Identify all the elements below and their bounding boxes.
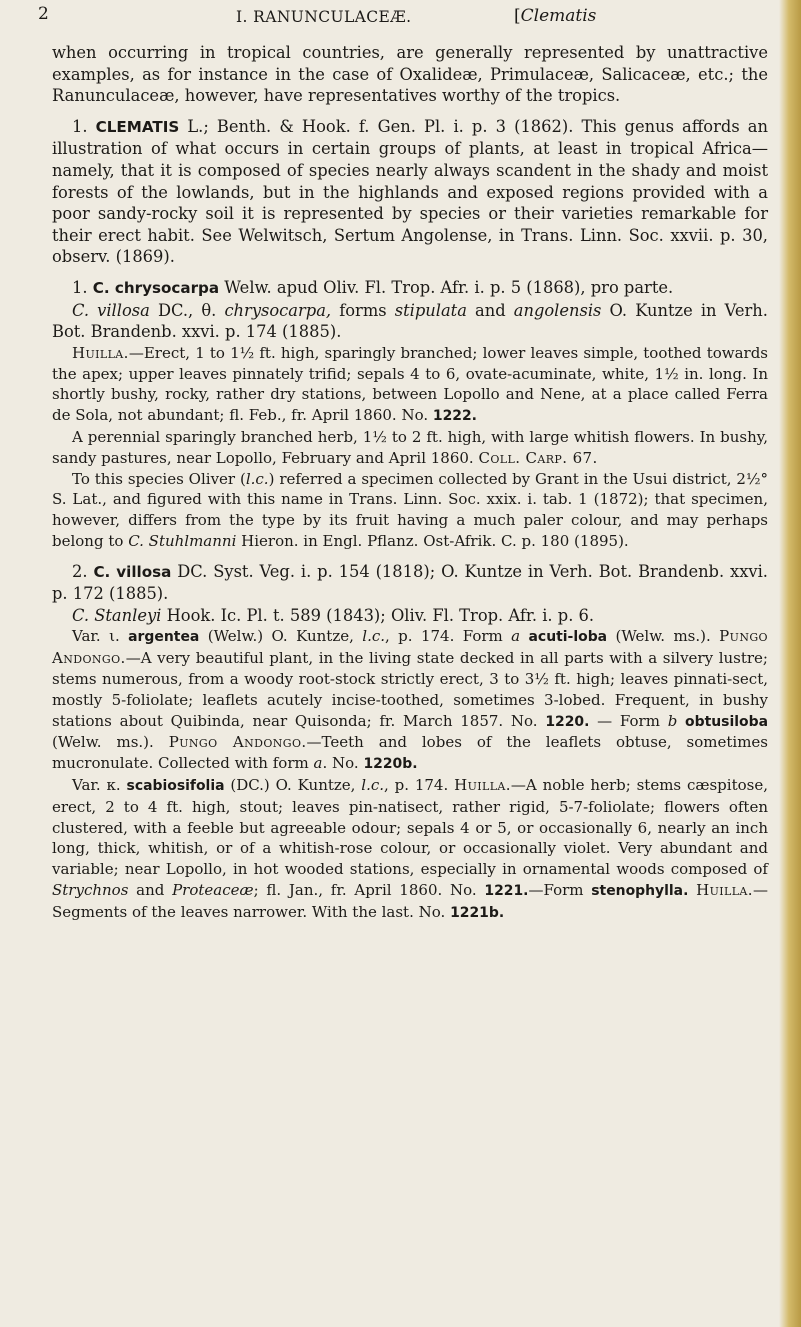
- intro-paragraph: when occurring in tropical countries, are generally represented by unattractive examples, as for instance in the case of Oxalideæ, Primulaceæ, Salicaceæ, etc.; the Ranunculaceæ, however, have representatives worthy of the tropics.: [52, 43, 768, 106]
- description: —A very beautiful plant, in the living state decked in all parts with a silvery lustre; stems numerous, from a woody root-stock strictly erect, 3 to 3½ ft. high; leaves pinnati-sect, mostly 5-foliolate; leaflets acutely incise-toothed, sometimes 3-lobed. Frequent, in bushy stations about Quibinda, near Quisonda; fr. March 1857. No.: [52, 649, 768, 730]
- specimen-number: 1221b.: [450, 904, 505, 921]
- species-chrysocarpa-heading: [52, 277, 768, 300]
- form-letter: b: [667, 711, 678, 730]
- var-text: — Form: [597, 711, 660, 730]
- var-text: (DC.) O. Kuntze,: [230, 776, 356, 795]
- locality: Pungo Andongo.: [52, 627, 768, 668]
- var-name: argentea: [128, 629, 200, 646]
- synonym-and: and: [475, 300, 506, 320]
- genus-name: Clematis: [520, 6, 597, 26]
- species-citation: DC. Syst. Veg. i. p. 154 (1818); O. Kuntze in Verh. Bot. Brandenb. xxvi. p. 172 (1885).: [52, 561, 768, 604]
- genus-description: This genus affords an illustration of what occurs in certain groups of plants, at least in tropical Africa—namely, that it is composed of species nearly always scandent in the shady and moist forests of the lowlands, but in the highlands and exposed regions provided with a poor sandy-rocky soil it is represented by species or their varieties remarkable for their erect habit. See Welwitsch, Sertum Angolense, in Trans. Linn. Soc. xxvii. p. 30, observ. (1869).: [52, 116, 768, 267]
- species-number: 1.: [72, 277, 88, 297]
- synonym-name: C. villosa: [72, 300, 150, 320]
- description: —A noble herb; stems cæspitose, erect, 2 to 4 ft. high, stout; leaves pin-natisect, rather rigid, 5-7-foliolate; flowers often clustered, with a feeble but agreeable odour; sepals 4 or 5, or occasionally 6, nearly an inch long, thick, whitish, or of a whitish-rose colour, or occasionally violet. Very abundant and variable; near Lopollo, in hot wooded stations, especially in ornamental woods composed of: [52, 776, 768, 879]
- collection-ref: Coll. Carp. 67.: [478, 448, 598, 467]
- specimen-number: 1221.: [484, 883, 529, 900]
- synonym-variety: chrysocarpa,: [224, 300, 332, 320]
- specimen-number: 1220.: [545, 713, 590, 730]
- running-head: I. RANUNCULACEÆ.: [236, 8, 412, 26]
- var-label: Var. κ.: [72, 776, 121, 795]
- species-number: 2.: [72, 561, 88, 581]
- form-letter: a: [313, 754, 323, 773]
- genus-authority: L.; Benth. & Hook. f. Gen. Pl. i. p. 3 (1862).: [187, 116, 574, 136]
- var-name: scabiosifolia: [126, 778, 225, 795]
- species-ref: C. Stuhlmanni: [128, 531, 237, 550]
- synonym-name: C. Stanleyi: [72, 605, 162, 625]
- locality: Huilla.: [72, 343, 129, 362]
- synonym-form-stipulata: stipulata: [394, 300, 467, 320]
- description: ; fl. Jan., fr. April 1860. No.: [253, 881, 477, 900]
- genus-entry: [52, 116, 768, 268]
- note-text: To this species Oliver (: [72, 469, 246, 488]
- var-label: Var. ι.: [72, 627, 120, 646]
- var-text: , p. 174.: [384, 776, 449, 795]
- page-number: 2: [38, 4, 49, 24]
- description: —Teeth and lobes of the leaflets obtuse, sometimes mucronulate. Collected with form: [52, 733, 768, 773]
- gilt-page-edge: [779, 0, 801, 1327]
- genus-title: CLEMATIS: [95, 117, 180, 136]
- specimen-number: 1220b.: [363, 756, 418, 773]
- var-text: . No.: [322, 754, 359, 773]
- specimen-number: 1222.: [432, 408, 477, 425]
- stanleyi-synonym: [52, 605, 768, 627]
- form-name: stenophylla.: [591, 883, 689, 900]
- page-header: [38, 4, 768, 36]
- genus-ref: Strychnos: [52, 881, 129, 900]
- var-argentea-paragraph: [52, 626, 768, 775]
- var-scabiosifolia-paragraph: [52, 775, 768, 924]
- synonym-forms: forms: [339, 300, 387, 320]
- description: —Erect, 1 to 1½ ft. high, sparingly branched; lower leaves simple, toothed towards the apex; upper leaves pinnately trifid; sepals 4 to 6, ovate-acuminate, white, 1½ in. long. In shortly bushy, rocky, rather dry stations, between Lopollo and Nene, at a place called Ferra de Sola, not abundant; fl. Feb., fr. April 1860. No.: [52, 343, 768, 425]
- var-text: (Welw. ms.).: [615, 627, 711, 646]
- synonym-citation: O. Kuntze in Verh. Bot. Brandenb. xxvi. p. 174 (1885).: [52, 300, 768, 342]
- species-villosa-heading: [52, 561, 768, 605]
- loc-cit: l.c.: [361, 776, 385, 795]
- species-name: C. villosa: [93, 562, 172, 581]
- herb-paragraph: [52, 427, 768, 469]
- synonym-form-angolensis: angolensis: [513, 300, 602, 320]
- form-letter: a: [511, 627, 521, 646]
- description: A perennial sparingly branched herb, 1½ to 2 ft. high, with large whitish flowers. In bushy, sandy pastures, near Lopollo, February and April 1860.: [52, 427, 768, 467]
- var-text: , p. 174. Form: [385, 627, 503, 646]
- var-text: —Form: [528, 881, 584, 900]
- locality: Huilla.: [696, 881, 753, 900]
- loc-cit: l.c.: [245, 469, 269, 488]
- var-text: and: [136, 881, 165, 900]
- family-ref: Proteaceæ: [172, 881, 254, 900]
- loc-cit: l.c.: [362, 627, 386, 646]
- synonym-citation: Hook. Ic. Pl. t. 589 (1843); Oliv. Fl. Trop. Afr. i. p. 6.: [166, 605, 595, 625]
- locality: Huilla.: [454, 776, 511, 795]
- synonym-paragraph: [52, 300, 768, 343]
- running-genus: [514, 6, 596, 26]
- form-name: obtusiloba: [685, 713, 768, 730]
- locality: Pungo Andongo.: [168, 733, 307, 752]
- huilla-paragraph: [52, 343, 768, 427]
- form-name: acuti-loba: [528, 629, 608, 646]
- body-text: [52, 42, 768, 924]
- description: —Segments of the leaves narrower. With the last. No.: [52, 881, 768, 921]
- note-text: ) referred a specimen collected by Grant in the Usui district, 2½° S. Lat., and figured with this name in Trans. Linn. Soc. xxix. i. tab. 1 (1872); that specimen, however, differs from the type by its fruit having a much paler colour, and may perhaps belong to: [52, 469, 768, 550]
- genus-number: 1.: [72, 116, 88, 136]
- genus-bracket: [: [514, 6, 521, 26]
- oliver-note-paragraph: [52, 469, 768, 552]
- species-name: C. chrysocarpa: [92, 278, 220, 297]
- note-text: Hieron. in Engl. Pflanz. Ost-Afrik. C. p. 180 (1895).: [241, 531, 629, 550]
- var-text: (Welw. ms.).: [52, 733, 154, 752]
- species-citation: Welw. apud Oliv. Fl. Trop. Afr. i. p. 5 (1868), pro parte.: [224, 277, 674, 297]
- var-text: (Welw.) O. Kuntze,: [207, 627, 354, 646]
- synonym-author: DC., θ.: [157, 300, 217, 320]
